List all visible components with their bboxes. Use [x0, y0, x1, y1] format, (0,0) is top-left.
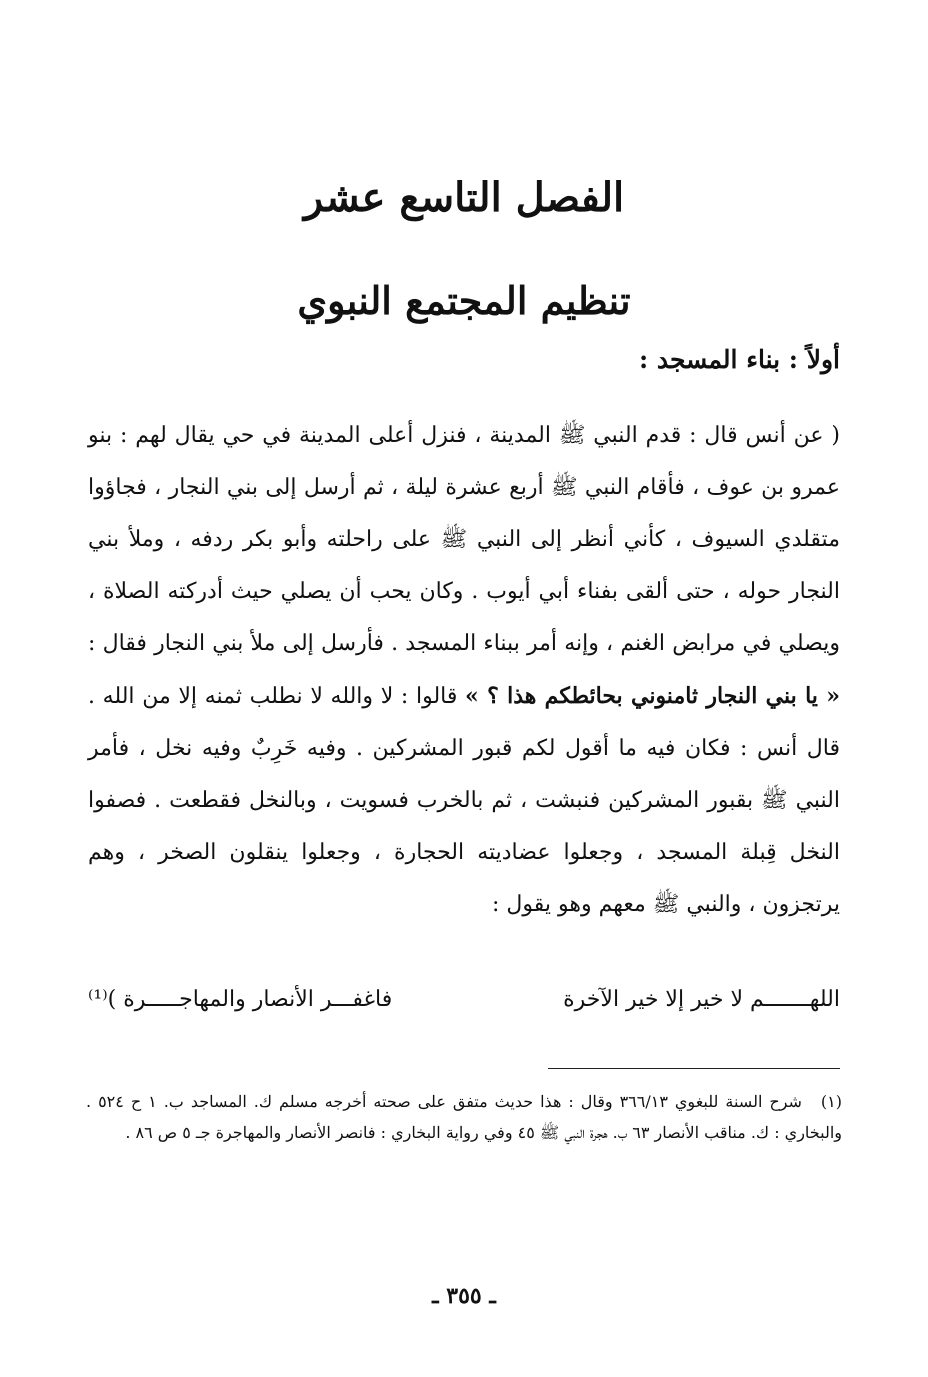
poetry-verse	[88, 976, 840, 1024]
footnotes	[86, 1086, 842, 1148]
prophet-quote: « يا بني النجار ثامنوني بحائطكم هذا ؟ »	[465, 683, 840, 709]
footnote-text: شرح السنة للبغوي ٣٦٦/١٣ وقال : هذا حديث متفق على صحته أخرجه مسلم ك. المساجد ب. ١ ح ٥٢٤ . والبخاري : ك. مناقب الأنصار ٦٣ ب. هجرة النبي ﷺ ٤٥ وفي رواية البخاري : فانصر الأنصار والمهاجرة جـ ٥ ص ٨٦ .	[86, 1092, 842, 1142]
verse-first-hemistich: اللهـــــــم لا خير إلا خير الآخرة	[563, 987, 840, 1012]
footnote-item	[86, 1086, 842, 1148]
body-text-part1: ( عن أنس قال : قدم النبي ﷺ المدينة ، فنزل أعلى المدينة في حي يقال لهم : بنو عمرو بن عوف ، فأقام النبي ﷺ أربع عشرة ليلة ، ثم أرسل إلى بني النجار ، فجاؤوا متقلدي السيوف ، كأني أنظر إلى النبي ﷺ على راحلته وأبو بكر ردفه ، وملأ بني النجار حوله ، حتى ألقى بفناء أبي أيوب . وكان يحب أن يصلي حيث أدركته الصلاة ، ويصلي في مرابض الغنم ، وإنه أمر ببناء المسجد . فأرسل إلى ملأ بني النجار فقال :	[88, 423, 840, 656]
chapter-title: الفصل التاسع عشر	[303, 174, 625, 221]
chapter-subtitle: تنظيم المجتمع النبوي	[297, 278, 631, 323]
page-number: ـ ٣٥٥ ـ	[432, 1283, 496, 1309]
footnote-divider	[548, 1068, 840, 1069]
section-heading: أولاً : بناء المسجد :	[638, 345, 840, 374]
body-paragraph	[88, 410, 840, 931]
footnote-number: (١)	[820, 1092, 843, 1111]
body-text-part2: قالوا : لا والله لا نطلب ثمنه إلا من الله . قال أنس : فكان فيه ما أقول لكم قبور المشركين . وفيه خَرِبٌ وفيه نخل ، فأمر النبي ﷺ بقبور المشركين فنبشت ، ثم بالخرب فسويت ، وبالنخل فقطعت . فصفوا النخل قِبلة المسجد ، وجعلوا عضاديته الحجارة ، وجعلوا ينقلون الصخر ، وهم يرتجزون ، والنبي ﷺ معهم وهو يقول :	[88, 684, 840, 917]
verse-second-hemistich: فاغفـــر الأنصار والمهاجـــــرة )⁽¹⁾	[88, 987, 393, 1012]
